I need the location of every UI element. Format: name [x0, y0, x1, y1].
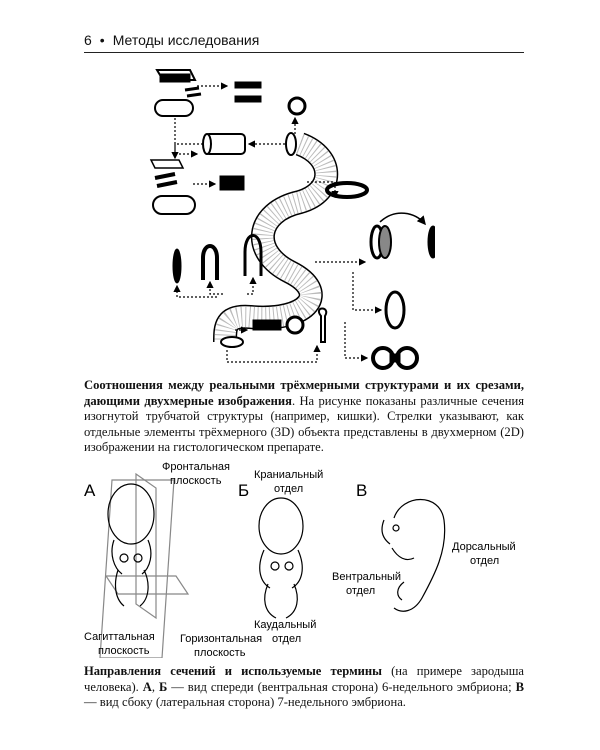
- tube-sections-figure: [135, 62, 435, 374]
- running-header: [84, 32, 259, 48]
- ventral-label-2: отдел: [346, 585, 376, 597]
- caption1-bold: Соотношения между реальными трёхмерными структурами и их срезами, дающими двухмерные изображения: [84, 378, 524, 408]
- panel-c-label: В: [356, 481, 368, 500]
- frontal-plane-label-2: плоскость: [170, 475, 222, 487]
- cranial-label-2: отдел: [274, 483, 304, 495]
- frontal-plane-label-1: Фронтальная: [162, 461, 231, 473]
- caption2-bold3: Б: [158, 679, 168, 694]
- caption2-text1: (на примере зародыша человека).: [84, 664, 524, 694]
- figure2-caption: [84, 664, 524, 711]
- panel-b-label: Б: [238, 481, 250, 500]
- caption2-text2: ,: [151, 679, 159, 694]
- bent-tube: [221, 133, 326, 347]
- caption2-bold2: А: [142, 679, 152, 694]
- dorsal-label-1: Дорсальный: [452, 541, 516, 553]
- sagittal-plane-label-2: плоскость: [98, 645, 150, 657]
- cranial-label-1: Краниальный: [254, 469, 324, 481]
- embryo-planes-figure: [84, 458, 524, 658]
- page-number: 6: [84, 32, 92, 48]
- horizontal-plane-label-1: Горизонтальная: [180, 633, 263, 645]
- section-title: Методы исследования: [112, 32, 260, 48]
- header-bullet: •: [99, 32, 105, 48]
- caudal-label-1: Каудальный: [254, 619, 317, 631]
- ventral-label-1: Вентральный: [332, 571, 402, 583]
- caption1-text: . На рисунке показаны различные сечения изогнутой трубчатой структуры (например, кишки). Стрелки указывают, как отдельные элементы трёхмерного (3D) объекта представлены в двухмерном (2D) изображении на гистологическом препарате.: [84, 393, 524, 454]
- header-rule: [84, 52, 524, 53]
- caudal-label-2: отдел: [272, 633, 302, 645]
- panel-a-label: А: [84, 481, 96, 500]
- caption2-text3: — вид спереди (вентральная сторона) 6-недельного эмбриона;: [167, 679, 516, 694]
- caption2-text4: — вид сбоку (латеральная сторона) 7-недельного эмбриона.: [84, 695, 406, 709]
- panel-b: [238, 481, 303, 618]
- caption2-bold1: Направления сечений и используемые термины: [84, 664, 382, 678]
- caption2-bold4: В: [515, 679, 524, 694]
- sagittal-plane-label-1: Сагиттальная: [84, 631, 155, 643]
- sections-left: [151, 70, 435, 368]
- horizontal-plane-label-2: плоскость: [194, 647, 246, 658]
- dorsal-label-2: отдел: [470, 555, 500, 567]
- figure2-labels: [84, 461, 516, 658]
- figure1-caption: [84, 378, 524, 456]
